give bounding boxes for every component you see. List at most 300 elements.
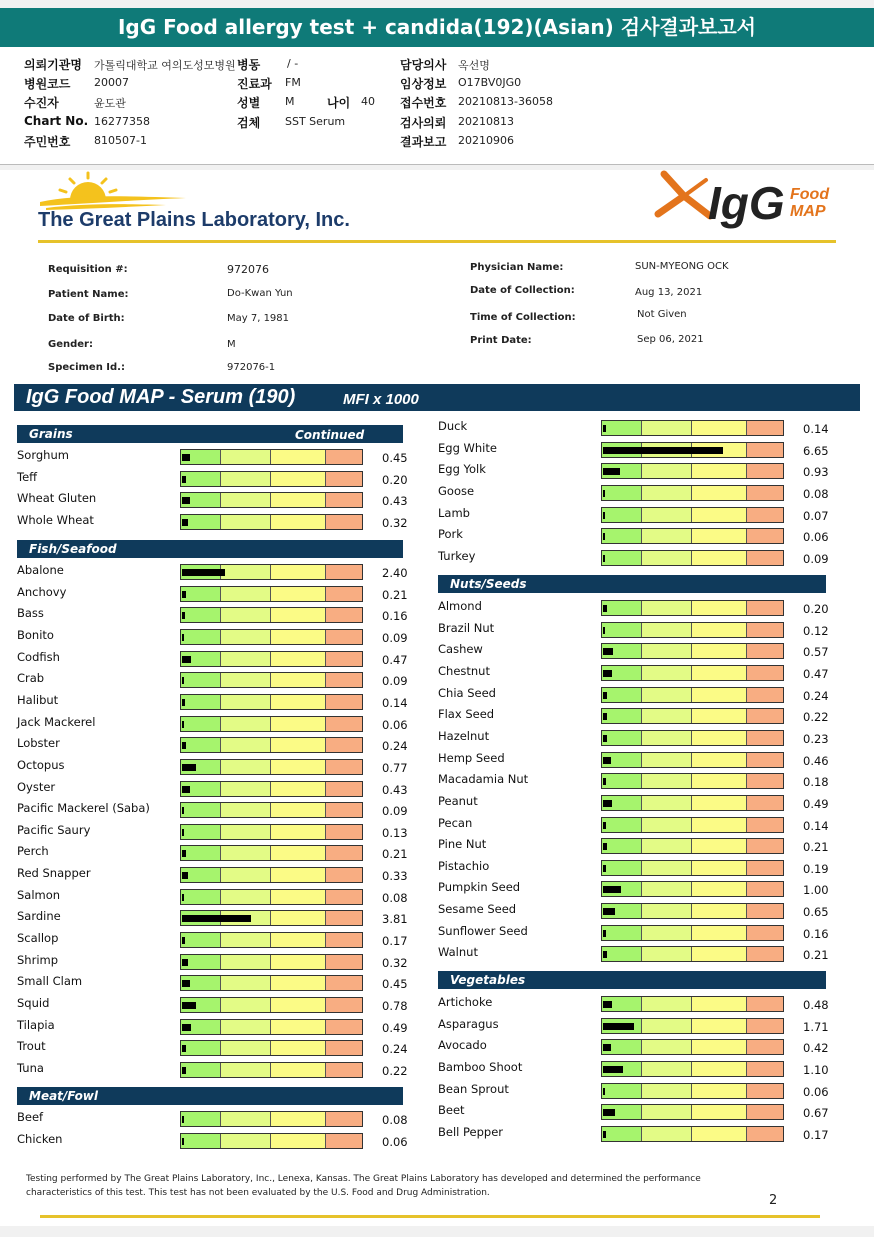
food-name: Oyster [17,780,56,794]
result-bar-fill [603,843,607,850]
food-name: Brazil Nut [438,621,495,635]
result-value: 0.06 [382,1135,408,1149]
result-bar-fill [182,850,186,857]
result-value: 0.14 [803,422,829,436]
food-name: Egg Yolk [438,462,486,476]
patient-label: Gender: [48,339,93,350]
result-value: 0.09 [382,631,408,645]
food-name: Almond [438,599,482,613]
result-bar [601,752,784,768]
result-value: 0.43 [382,494,408,508]
result-bar [601,1018,784,1034]
result-bar [180,889,363,905]
result-value: 0.22 [803,710,829,724]
result-value: 0.49 [803,797,829,811]
food-name: Anchovy [17,585,67,599]
result-bar [180,1040,363,1056]
result-bar-fill [603,800,612,807]
food-name: Bamboo Shoot [438,1060,523,1074]
result-bar-fill [603,605,607,612]
result-bar-fill [603,778,606,785]
result-bar-fill [603,512,605,519]
header-value: / - [287,57,299,70]
result-bar-fill [603,1066,623,1073]
result-value: 0.09 [382,674,408,688]
result-value: 0.06 [382,718,408,732]
result-value: 0.57 [803,645,829,659]
result-bar-fill [603,468,620,475]
result-bar-fill [182,1067,186,1074]
result-bar [180,449,363,465]
section-title: Vegetables [450,973,526,987]
food-name: Turkey [438,549,476,563]
result-value: 0.43 [382,783,408,797]
banner-title: IgG Food MAP - Serum (190) [26,386,296,408]
result-bar [601,817,784,833]
header-label: 주민번호 [24,135,71,149]
result-value: 0.93 [803,465,829,479]
result-bar-fill [603,627,605,634]
brand-food: Food [790,186,830,203]
result-bar-fill [182,699,185,706]
food-name: Pumpkin Seed [438,880,521,894]
header-value: 20210813 [458,115,514,128]
result-bar [601,665,784,681]
result-bar [180,997,363,1013]
header-label: 담당의사 [400,58,447,72]
food-name: Beet [438,1103,465,1117]
result-value: 0.08 [803,487,829,501]
result-value: 1.00 [803,883,829,897]
food-name: Chicken [17,1132,63,1146]
result-bar [601,600,784,616]
food-name: Pine Nut [438,837,487,851]
header-label: 접수번호 [400,96,447,110]
result-bar [180,586,363,602]
result-bar [601,442,784,458]
result-bar [601,773,784,789]
result-bar [180,867,363,883]
food-name: Artichoke [438,995,493,1009]
food-name: Walnut [438,945,478,959]
header-value: M [285,95,295,108]
result-bar [180,802,363,818]
header-value: 20210813-36058 [458,95,553,108]
result-bar-fill [182,591,186,598]
food-name: Small Clam [17,974,83,988]
result-value: 0.77 [382,761,408,775]
antibody-logo-icon [654,170,712,222]
result-bar [601,795,784,811]
report-title: IgG Food allergy test + candida(192)(Asian) 검사결과보고서 [0,8,874,47]
result-value: 0.24 [382,1042,408,1056]
patient-label: Specimen Id.: [48,362,125,373]
result-bar [601,708,784,724]
header-value: FM [285,76,301,89]
patient-label: Date of Birth: [48,313,125,324]
result-bar-fill [182,742,186,749]
result-value: 0.49 [382,1021,408,1035]
result-bar [601,903,784,919]
result-value: 0.78 [382,999,408,1013]
result-bar [601,925,784,941]
result-bar-fill [182,519,188,526]
section-header [17,540,403,558]
result-bar [601,643,784,659]
result-bar [601,463,784,479]
result-bar-fill [182,764,196,771]
result-bar [180,716,363,732]
food-name: Squid [17,996,50,1010]
result-bar [180,651,363,667]
result-value: 6.65 [803,444,829,458]
result-bar [180,694,363,710]
date-of-birth: May 7, 1981 [227,313,290,324]
result-bar [601,1104,784,1120]
result-value: 0.12 [803,624,829,638]
result-bar-fill [182,1002,196,1009]
food-name: Wheat Gluten [17,491,97,505]
result-value: 3.81 [382,912,408,926]
result-bar-fill [182,980,190,987]
result-bar-fill [603,735,607,742]
header-label: 나이 [327,96,351,110]
header-value: SST Serum [285,115,346,128]
result-bar [601,946,784,962]
result-bar [601,507,784,523]
food-name: Tilapia [17,1018,55,1032]
food-name: Sesame Seed [438,902,517,916]
result-bar-fill [603,447,723,454]
food-name: Bean Sprout [438,1082,509,1096]
result-bar-fill [182,656,191,663]
gender: M [227,339,236,350]
banner-unit: MFI x 1000 [343,391,419,408]
result-value: 0.21 [803,948,829,962]
food-name: Avocado [438,1038,487,1052]
food-name: Halibut [17,693,59,707]
result-value: 0.21 [803,840,829,854]
collection-date: Aug 13, 2021 [635,287,703,298]
result-bar [601,1083,784,1099]
result-value: 0.32 [382,956,408,970]
result-bar [180,672,363,688]
requisition-number: 972076 [227,263,269,276]
result-value: 0.20 [803,602,829,616]
food-name: Flax Seed [438,707,495,721]
print-date: Sep 06, 2021 [637,334,704,345]
result-bar [601,881,784,897]
food-name: Chia Seed [438,686,496,700]
result-bar [180,824,363,840]
result-bar-fill [182,786,190,793]
result-bar [180,759,363,775]
section-title: Grains [29,427,73,441]
section-title: Fish/Seafood [29,542,117,556]
result-bar-fill [182,894,184,901]
result-bar [601,838,784,854]
result-bar [180,1062,363,1078]
result-value: 0.17 [382,934,408,948]
food-name: Bonito [17,628,54,642]
result-bar [180,1019,363,1035]
result-value: 0.45 [382,451,408,465]
result-value: 0.24 [803,689,829,703]
korean-header-block [0,47,874,165]
specimen-id: 972076-1 [227,362,276,373]
food-name: Perch [17,844,49,858]
footer-note: Testing performed by The Great Plains Laboratory, Inc., Lenexa, Kansas. The Great Plains Laboratory has developed and determined the performance characteristics of this test. This test has not been evaluated by the U.S. Food and Drug Administration. [26,1174,701,1198]
result-value: 0.33 [382,869,408,883]
result-bar [180,910,363,926]
food-name: Peanut [438,794,478,808]
result-value: 0.21 [382,588,408,602]
result-bar-fill [182,634,184,641]
result-bar-fill [182,721,184,728]
result-bar [180,1111,363,1127]
section-title: Nuts/Seeds [450,577,527,591]
result-value: 0.16 [382,609,408,623]
food-name: Shrimp [17,953,59,967]
result-value: 0.20 [382,473,408,487]
food-name: Beef [17,1110,44,1124]
result-bar-fill [182,476,186,483]
header-value: 옥선명 [458,59,490,72]
result-bar [601,730,784,746]
header-value: 윤도관 [94,97,126,110]
lab-name: The Great Plains Laboratory, Inc. [38,209,350,231]
result-bar [180,845,363,861]
page-number: 2 [769,1193,778,1208]
patient-label: Requisition #: [48,264,128,275]
result-bar-fill [603,930,606,937]
result-bar-fill [182,1045,186,1052]
result-bar-fill [603,533,605,540]
food-name: Trout [17,1039,46,1053]
result-bar-fill [603,425,606,432]
result-value: 0.24 [382,739,408,753]
result-bar-fill [182,569,225,576]
food-name: Macadamia Nut [438,772,529,786]
patient-label: Time of Collection: [470,312,576,323]
header-label: 결과보고 [400,135,447,149]
result-bar-fill [603,1088,605,1095]
result-value: 0.21 [382,847,408,861]
food-name: Lobster [17,736,60,750]
result-value: 0.22 [382,1064,408,1078]
header-label: 수진자 [24,96,59,110]
result-value: 0.09 [803,552,829,566]
result-bar-fill [603,692,607,699]
result-value: 0.67 [803,1106,829,1120]
result-value: 0.16 [803,927,829,941]
result-bar-fill [182,1024,191,1031]
food-name: Scallop [17,931,59,945]
header-label: 검체 [237,116,261,130]
food-name: Chestnut [438,664,490,678]
result-value: 1.10 [803,1063,829,1077]
result-bar [601,996,784,1012]
result-value: 0.47 [803,667,829,681]
section-header [17,425,403,443]
result-value: 0.13 [382,826,408,840]
result-value: 0.18 [803,775,829,789]
result-bar-fill [182,807,184,814]
food-name: Pacific Mackerel (Saba) [17,801,150,815]
food-name: Codfish [17,650,60,664]
result-bar [180,1133,363,1149]
brand-igg: IgG [708,177,785,229]
food-name: Pistachio [438,859,490,873]
result-bar-fill [603,713,607,720]
food-name: Lamb [438,506,470,520]
result-bar [601,622,784,638]
header-value: 가톨릭대학교 여의도성모병원 [94,59,236,72]
header-value: 810507-1 [94,134,147,147]
food-name: Abalone [17,563,64,577]
result-bar-fill [603,670,612,677]
food-name: Goose [438,484,475,498]
result-bar-fill [603,1023,634,1030]
header-label: 검사의뢰 [400,116,447,130]
food-name: Teff [17,470,38,484]
result-value: 0.45 [382,977,408,991]
result-value: 0.14 [803,819,829,833]
result-bar-fill [603,757,611,764]
result-bar [601,528,784,544]
header-value: 40 [361,95,375,108]
result-bar [601,1061,784,1077]
header-label: 성별 [237,96,261,110]
physician-name: SUN-MYEONG OCK [635,261,729,272]
result-bar [601,420,784,436]
food-name: Sunflower Seed [438,924,528,938]
result-bar-fill [603,490,605,497]
collection-time: Not Given [637,309,687,320]
result-bar-fill [182,1116,184,1123]
food-name: Hazelnut [438,729,490,743]
food-name: Pork [438,527,463,541]
food-name: Whole Wheat [17,513,94,527]
food-name: Bass [17,606,44,620]
result-bar-fill [182,872,188,879]
result-value: 0.17 [803,1128,829,1142]
food-name: Jack Mackerel [17,715,96,729]
patient-label: Patient Name: [48,289,129,300]
result-bar [180,514,363,530]
result-value: 0.46 [803,754,829,768]
result-bar [180,471,363,487]
result-value: 0.42 [803,1041,829,1055]
header-label: Chart No. [24,114,89,128]
result-bar-fill [182,677,184,684]
food-name: Bell Pepper [438,1125,504,1139]
food-name: Asparagus [438,1017,499,1031]
result-bar [180,954,363,970]
food-name: Pecan [438,816,473,830]
section-header [438,575,826,593]
brand-map: MAP [790,203,826,220]
result-bar-fill [182,937,185,944]
food-name: Hemp Seed [438,751,505,765]
result-bar-fill [182,497,190,504]
food-name: Pacific Saury [17,823,91,837]
result-bar [180,564,363,580]
result-value: 0.32 [382,516,408,530]
food-name: Duck [438,419,468,433]
food-name: Egg White [438,441,497,455]
result-bar [601,1039,784,1055]
result-value: 0.06 [803,530,829,544]
result-value: 0.08 [382,1113,408,1127]
header-value: 20007 [94,76,129,89]
result-value: 0.65 [803,905,829,919]
patient-name: Do-Kwan Yun [227,288,293,299]
result-bar-fill [182,612,185,619]
patient-label: Physician Name: [470,262,564,273]
result-bar-fill [603,1109,615,1116]
section-header [17,1087,403,1105]
footer-divider [40,1215,820,1218]
result-bar [180,607,363,623]
result-bar-fill [603,555,605,562]
food-name: Tuna [17,1061,44,1075]
result-bar [180,629,363,645]
header-value: 16277358 [94,115,150,128]
header-label: 병원코드 [24,77,71,91]
result-bar [180,932,363,948]
result-bar [180,492,363,508]
result-bar [601,687,784,703]
food-name: Cashew [438,642,483,656]
result-value: 0.09 [382,804,408,818]
result-value: 0.23 [803,732,829,746]
header-label: 임상정보 [400,77,447,91]
results-banner [14,384,860,411]
result-bar [180,737,363,753]
header-value: 20210906 [458,134,514,147]
header-label: 병동 [237,58,261,72]
result-value: 0.08 [382,891,408,905]
result-value: 0.47 [382,653,408,667]
patient-label: Date of Collection: [470,285,575,296]
food-name: Sorghum [17,448,69,462]
section-title: Meat/Fowl [29,1089,99,1103]
result-bar [180,975,363,991]
result-bar-fill [603,1131,606,1138]
continued-label: Continued [295,428,365,442]
section-header [438,971,826,989]
food-name: Sardine [17,909,61,923]
food-name: Octopus [17,758,65,772]
result-value: 0.19 [803,862,829,876]
result-bar-fill [182,959,188,966]
sun-logo-icon [36,170,196,212]
result-value: 1.71 [803,1020,829,1034]
result-value: 0.48 [803,998,829,1012]
result-bar-fill [603,886,621,893]
food-name: Salmon [17,888,61,902]
result-value: 0.14 [382,696,408,710]
result-value: 0.06 [803,1085,829,1099]
header-label: 진료과 [237,77,272,91]
result-bar-fill [603,1001,612,1008]
patient-label: Print Date: [470,335,532,346]
header-value: O17BV0JG0 [458,76,522,89]
result-bar [601,1126,784,1142]
result-bar-fill [182,915,251,922]
result-bar-fill [603,822,606,829]
